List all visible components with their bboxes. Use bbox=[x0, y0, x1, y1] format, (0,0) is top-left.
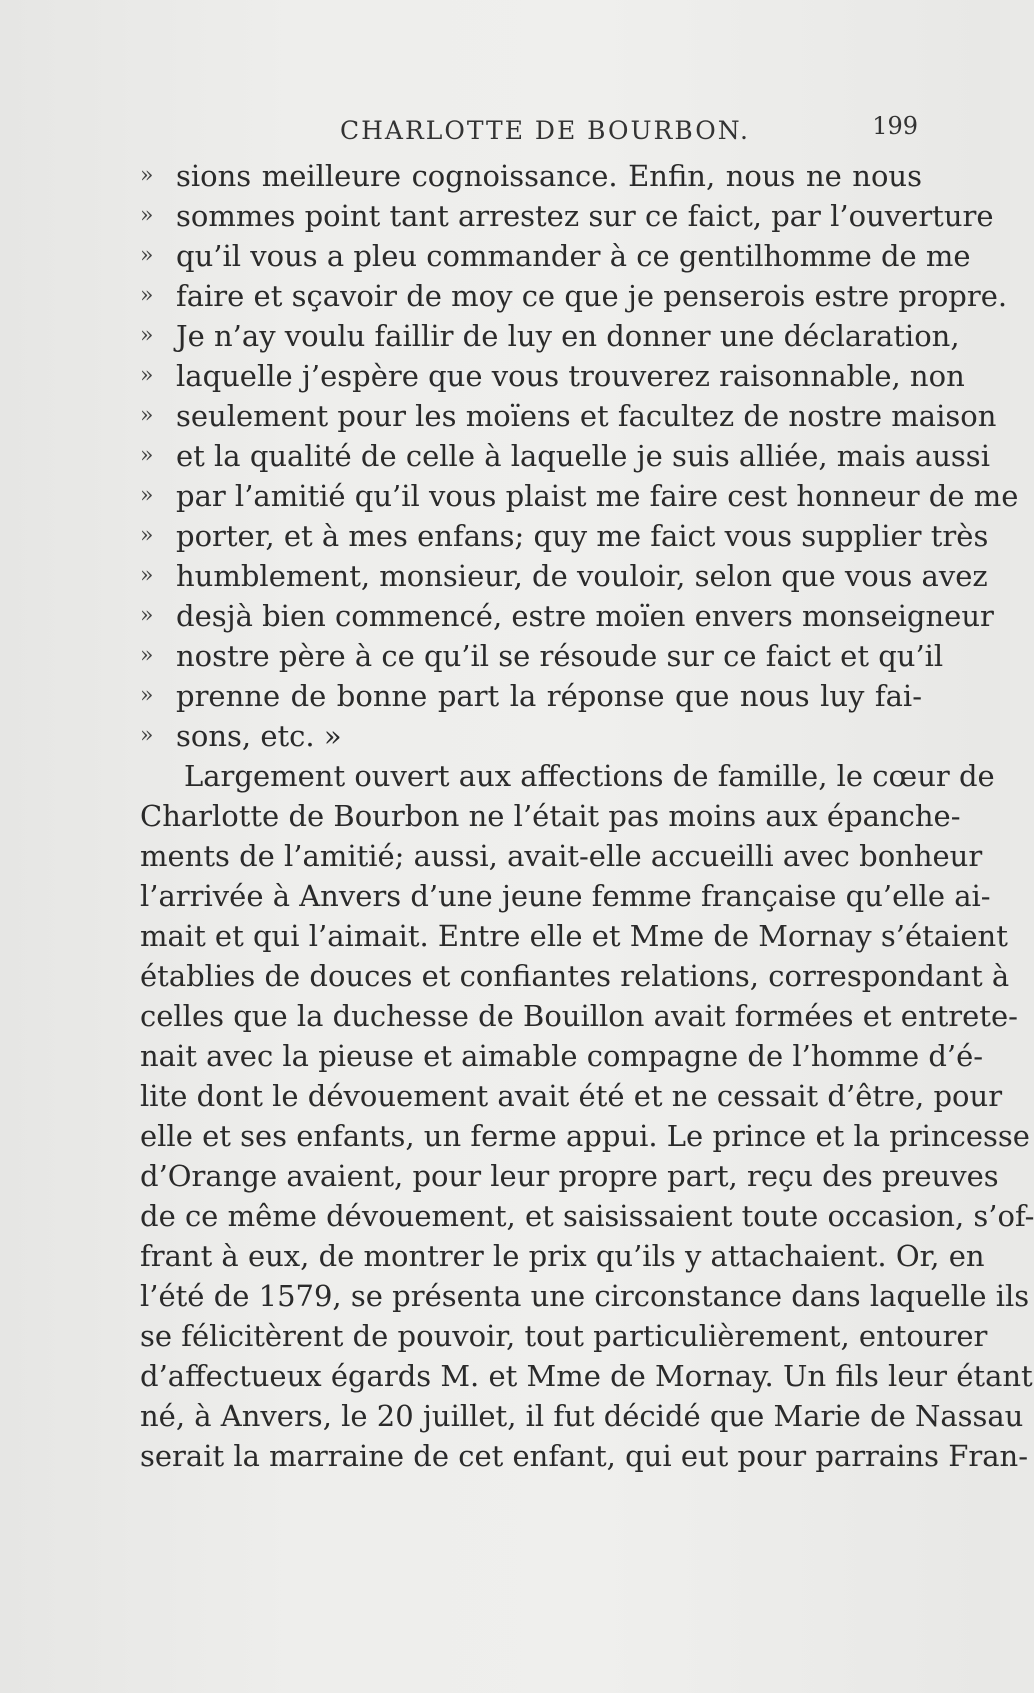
paragraph-line: d’affectueux égards M. et Mme de Mornay. Un fils leur étant bbox=[140, 1359, 1033, 1393]
quoted-line bbox=[140, 396, 997, 436]
paragraph-line: Largement ouvert aux affections de famille, le cœur de bbox=[184, 759, 995, 793]
quote-marker: » bbox=[140, 563, 154, 588]
quoted-line-text: desjà bien commencé, estre moïen envers monseigneur bbox=[176, 599, 994, 633]
page-number: 199 bbox=[872, 112, 918, 140]
quote-marker: » bbox=[140, 283, 154, 308]
paragraph-line: serait la marraine de cet enfant, qui eut pour parrains Fran- bbox=[140, 1439, 1029, 1473]
quoted-line-text: sions meilleure cognoissance. Enfin, nous ne nous bbox=[176, 159, 922, 193]
text-block bbox=[140, 156, 1034, 1476]
quoted-line-text: prenne de bonne part la réponse que nous luy fai- bbox=[176, 679, 922, 713]
paragraph-line: l’été de 1579, se présenta une circonstance dans laquelle ils bbox=[140, 1279, 1030, 1313]
quoted-line bbox=[140, 356, 965, 396]
quoted-line-text: faire et sçavoir de moy ce que je penserois estre propre. bbox=[176, 279, 1008, 313]
quote-marker: » bbox=[140, 363, 154, 388]
quoted-line bbox=[140, 156, 922, 196]
quote-marker: » bbox=[140, 523, 154, 548]
paragraph-line: de ce même dévouement, et saisissaient toute occasion, s’of- bbox=[140, 1199, 1034, 1233]
paragraph-line: lite dont le dévouement avait été et ne cessait d’être, pour bbox=[140, 1079, 1003, 1113]
quoted-line bbox=[140, 556, 988, 596]
quote-marker: » bbox=[140, 403, 154, 428]
paragraph-line: l’arrivée à Anvers d’une jeune femme française qu’elle ai- bbox=[140, 879, 991, 913]
paragraph-line: celles que la duchesse de Bouillon avait formées et entrete- bbox=[140, 999, 1018, 1033]
quoted-line bbox=[140, 596, 994, 636]
quote-marker: » bbox=[140, 163, 154, 188]
paragraph-line: établies de douces et confiantes relations, correspondant à bbox=[140, 959, 1010, 993]
quoted-line-text: et la qualité de celle à laquelle je suis alliée, mais aussi bbox=[176, 439, 990, 473]
paragraph-line: né, à Anvers, le 20 juillet, il fut décidé que Marie de Nassau bbox=[140, 1399, 1024, 1433]
paragraph-line: Charlotte de Bourbon ne l’était pas moins aux épanche- bbox=[140, 799, 961, 833]
quoted-line-text: par l’amitié qu’il vous plaist me faire cest honneur de me bbox=[176, 479, 1019, 513]
quoted-line-text: seulement pour les moïens et facultez de nostre maison bbox=[176, 399, 997, 433]
quoted-line-text: sommes point tant arrestez sur ce faict, par l’ouverture bbox=[176, 199, 994, 233]
paragraph-line: frant à eux, de montrer le prix qu’ils y attachaient. Or, en bbox=[140, 1239, 985, 1273]
quote-marker: » bbox=[140, 723, 154, 748]
quoted-line bbox=[140, 436, 990, 476]
paragraph-line: se félicitèrent de pouvoir, tout particulièrement, entourer bbox=[140, 1319, 988, 1353]
paragraph-line: mait et qui l’aimait. Entre elle et Mme de Mornay s’étaient bbox=[140, 919, 1008, 953]
quoted-line-text: porter, et à mes enfans; quy me faict vous supplier très bbox=[176, 519, 989, 553]
quoted-line-text: humblement, monsieur, de vouloir, selon que vous avez bbox=[176, 559, 988, 593]
quoted-line bbox=[140, 676, 922, 716]
quoted-line bbox=[140, 716, 922, 756]
paragraph-line: d’Orange avaient, pour leur propre part, reçu des preuves bbox=[140, 1159, 999, 1193]
quote-marker: » bbox=[140, 683, 154, 708]
quote-marker: » bbox=[140, 483, 154, 508]
quoted-line bbox=[140, 276, 1008, 316]
paragraph-line: elle et ses enfants, un ferme appui. Le prince et la princesse bbox=[140, 1119, 1030, 1153]
quoted-line bbox=[140, 316, 960, 356]
quoted-line bbox=[140, 196, 994, 236]
quote-marker: » bbox=[140, 323, 154, 348]
quoted-line bbox=[140, 636, 944, 676]
quoted-line-text: sons, etc. » bbox=[176, 719, 342, 753]
quote-marker: » bbox=[140, 203, 154, 228]
paragraph-line: nait avec la pieuse et aimable compagne de l’homme d’é- bbox=[140, 1039, 984, 1073]
quoted-line-text: laquelle j’espère que vous trouverez raisonnable, non bbox=[176, 359, 965, 393]
paragraph-line: ments de l’amitié; aussi, avait-elle accueilli avec bonheur bbox=[140, 839, 983, 873]
quote-marker: » bbox=[140, 603, 154, 628]
quoted-line-text: qu’il vous a pleu commander à ce gentilhomme de me bbox=[176, 239, 971, 273]
quoted-line bbox=[140, 516, 989, 556]
page-header bbox=[140, 112, 922, 152]
quoted-line bbox=[140, 476, 1019, 516]
quoted-line-text: nostre père à ce qu’il se résoude sur ce faict et qu’il bbox=[176, 639, 944, 673]
quoted-line bbox=[140, 236, 971, 276]
running-title: CHARLOTTE DE BOURBON. bbox=[340, 116, 750, 145]
quoted-line-text: Je n’ay voulu faillir de luy en donner une déclaration, bbox=[176, 319, 960, 353]
quote-marker: » bbox=[140, 643, 154, 668]
quote-marker: » bbox=[140, 243, 154, 268]
quote-marker: » bbox=[140, 443, 154, 468]
